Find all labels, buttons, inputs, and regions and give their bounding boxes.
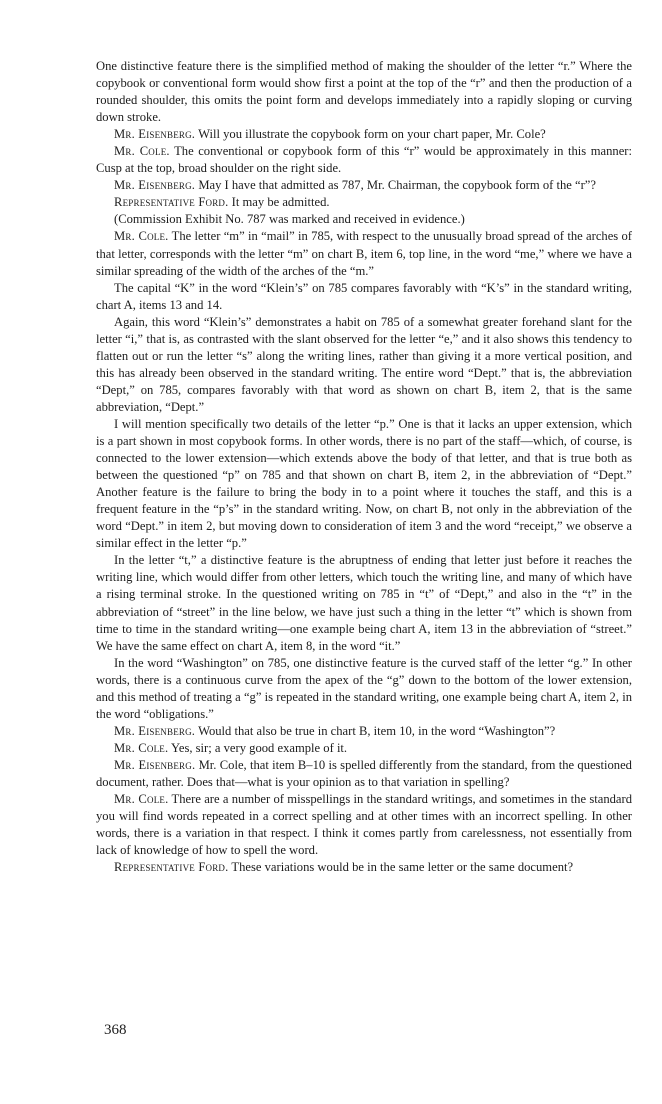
paragraph: The capital “K” in the word “Klein’s” on 785 compares favorably with “K’s” in the standard writing, chart A, items 13 and 14. [96, 280, 632, 312]
testimony-text: It may be admitted. [231, 195, 330, 210]
speaker-name: Mr. Cole. [114, 792, 169, 807]
testimony-text: Yes, sir; a very good example of it. [171, 740, 348, 755]
testimony-paragraph [96, 757, 632, 791]
paragraph: One distinctive feature there is the simplified method of making the shoulder of the letter “r.” Where the copybook or conventional form would show first a point at the top of the “r” and then the production of a rounded shoulder, this omits the point form and develops immediately into a rapidly sloping or curving down stroke. [96, 59, 632, 125]
speaker-name: Mr. Eisenberg. [114, 127, 196, 142]
paragraph: I will mention specifically two details of the letter “p.” One is that it lacks an upper extension, which is a part shown in most copybook forms. In other words, there is no part of the staff—which, of course, is connected to the lower extension—which extends above the body of that letter, and that is true both as between the questioned “p” on 785 and that shown on chart B, item 2, in the abbreviation of “Dept.” Another feature is the failure to bring the body in to a point where it touches the staff, and this is a frequent feature in the “p’s” in the standard writing. Now, on chart B, not only in the abbreviation of the word “Dept.” in item 2, but moving down to consideration of item 3 and the word “receipt,” we observe a similar effect in the letter “p.” [96, 416, 632, 551]
testimony-text: Would that also be true in chart B, item 10, in the word “Washington”? [198, 723, 556, 738]
testimony-paragraph [96, 194, 632, 211]
speaker-name: Mr. Cole. [114, 740, 169, 755]
speaker-name: Mr. Eisenberg. [114, 723, 196, 738]
testimony-paragraph [96, 740, 632, 757]
page-number: 368 [104, 1022, 127, 1038]
testimony-text: The letter “m” in “mail” in 785, with respect to the unusually broad spread of the arches of that letter, corresponds with the letter “m” on chart B, item 6, top line, in the word “me,” where we have a similar spreading of the width of the arches of the “m.” [96, 229, 633, 278]
paragraph: In the letter “t,” a distinctive feature is the abruptness of ending that letter just before it reaches the writing line, which would differ from other letters, which touch the writing line, and many of which have a rising terminal stroke. In the questioned writing on 785 in “t” of “Dept,” and also in the “t” in the abbreviation of “street” in the line below, we have just such a thing in the letter “t” which is shown from time to time in the standard writing—one example being chart A, item 13 in the abbreviation of “street.” We have the same effect on chart A, item 8, in the word “it.” [96, 553, 632, 653]
speaker-name: Representative Ford. [114, 860, 229, 875]
exhibit-note: (Commission Exhibit No. 787 was marked and received in evidence.) [114, 212, 465, 227]
speaker-name: Mr. Cole. [114, 144, 170, 159]
testimony-paragraph [96, 126, 632, 143]
testimony-text: Will you illustrate the copybook form on your chart paper, Mr. Cole? [198, 127, 546, 142]
testimony-paragraph [96, 791, 632, 859]
speaker-name: Representative Ford. [114, 195, 229, 210]
paragraph: Again, this word “Klein’s” demonstrates a habit on 785 of a somewhat greater forehand slant for the letter “i,” that is, as contrasted with the slant observed for the letter “e,” and it also shows this tendency to flatten out or run the letter “s” along the writing lines, rather than giving it a more vertical position, and this has already been observed in the standard writing. The entire word “Dept.” that is, the abbreviation “Dept,” on 785, compares favorably with that word as shown on chart B, item 2, that is the same abbreviation, “Dept.” [96, 314, 632, 414]
testimony-text: There are a number of misspellings in the standard writings, and sometimes in the standard you will find words repeated in a correct spelling and at other times with an incorrect spelling. In other words, there is a variation in that respect. I think it comes partly from carelessness, not essentially from lack of knowledge of how to spell the word. [96, 792, 632, 858]
testimony-text: May I have that admitted as 787, Mr. Chairman, the copybook form of the “r”? [198, 178, 596, 193]
page-body [96, 58, 632, 876]
testimony-text: Mr. Cole, that item B–10 is spelled differently from the standard, from the questioned document, rather. Does that—what is your opinion as to that variation in spelling? [96, 757, 632, 789]
testimony-paragraph [96, 228, 632, 279]
testimony-paragraph [96, 859, 632, 876]
testimony-text: The conventional or copybook form of this “r” would be approximately in this manner: Cusp at the top, broad shoulder on the right side. [96, 144, 632, 176]
testimony-paragraph [96, 177, 632, 194]
testimony-paragraph [96, 723, 632, 740]
speaker-name: Mr. Eisenberg. [114, 178, 196, 193]
paragraph: In the word “Washington” on 785, one distinctive feature is the curved staff of the letter “g.” In other words, there is a continuous curve from the apex of the “g” down to the bottom of the lower extension, and this method of treating a “g” is repeated in the standard writing, one example being chart A, item 2, in the word “obligations.” [96, 655, 632, 721]
speaker-name: Mr. Cole. [114, 229, 169, 244]
testimony-paragraph [96, 143, 632, 177]
testimony-text: These variations would be in the same letter or the same document? [231, 860, 574, 875]
speaker-name: Mr. Eisenberg. [114, 757, 196, 772]
